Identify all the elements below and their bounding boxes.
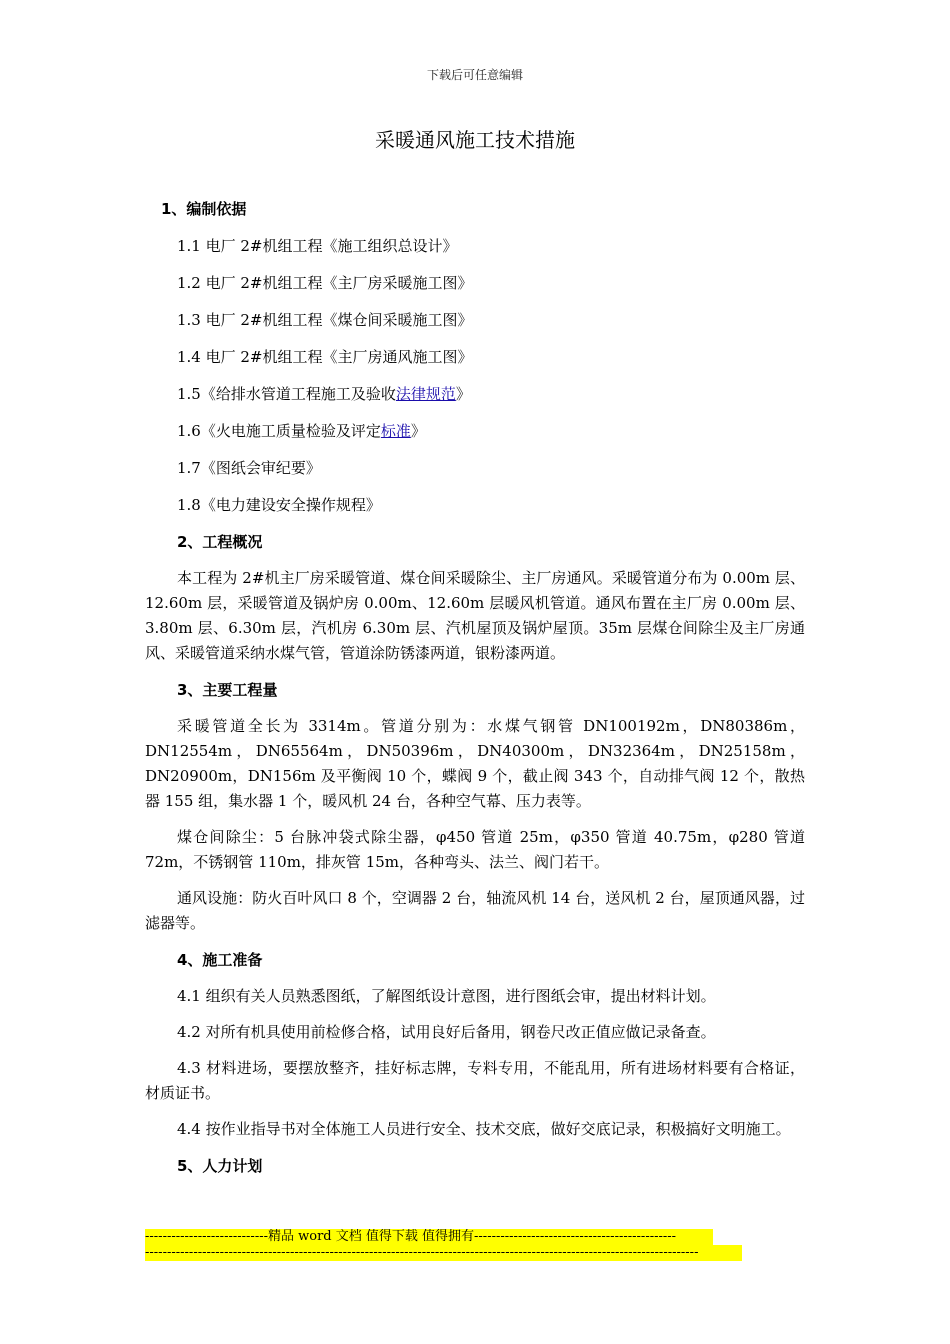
reference-item: 1.1 电厂 2#机组工程《施工组织总设计》 xyxy=(177,237,458,255)
preparation-paragraph: 4.4 按作业指导书对全体施工人员进行安全、技术交底，做好交底记录，积极搞好文明施工。 xyxy=(177,1120,791,1138)
standard-link[interactable]: 标准 xyxy=(380,422,411,440)
reference-item xyxy=(145,418,805,444)
preparation-paragraph: 4.1 组织有关人员熟悉图纸，了解图纸设计意图，进行图纸会审，提出材料计划。 xyxy=(177,987,716,1005)
document-title: 采暖通风施工技术措施 xyxy=(375,128,575,152)
ventilation-paragraph: 通风设施：防火百叶风口 8 个，空调器 2 台，轴流风机 14 台，送风机 2 台，屋顶通风器，过滤器等。 xyxy=(145,889,805,932)
footer-line-2: ------------------------------------------------------------------------------------------------------------------------------ xyxy=(145,1245,742,1261)
document-body xyxy=(145,196,805,1179)
quantity-paragraph: 采暖管道全长为 3314m。管道分别为：水煤气钢管 DN100192m，DN80386m，DN12554m，DN65564m，DN50396m，DN40300m，DN32364m，DN25158m，DN20900m，DN156m 及平衡阀 10 个，蝶阀 9 个，截止阀 343 个，自动排气阀 12 个，散热器 155 组，集水器 1 个，暖风机 24 台，各种空气幕、压力表等。 xyxy=(145,717,805,810)
law-standard-link[interactable]: 法律规范 xyxy=(395,385,456,403)
reference-item-text: 》 xyxy=(410,422,426,440)
preparation-paragraph: 4.2 对所有机具使用前检修合格，试用良好后备用，钢卷尺改正值应做记录备查。 xyxy=(177,1023,716,1041)
reference-item-text: 1.6《火电施工质量检验及评定 xyxy=(177,422,381,440)
reference-item-text: 1.5《给排水管道工程施工及验收 xyxy=(177,385,396,403)
section-5-heading: 5、人力计划 xyxy=(177,1157,263,1175)
section-1-heading: 1、编制依据 xyxy=(161,200,247,218)
footer-banner xyxy=(145,1229,745,1261)
reference-item: 1.2 电厂 2#机组工程《主厂房采暖施工图》 xyxy=(177,274,473,292)
preparation-paragraph: 4.3 材料进场，要摆放整齐，挂好标志牌，专料专用，不能乱用，所有进场材料要有合格证，材质证书。 xyxy=(145,1059,805,1102)
section-4-heading: 4、施工准备 xyxy=(177,951,263,969)
page-header: 下载后可任意编辑 xyxy=(426,68,523,82)
overview-paragraph: 本工程为 2#机主厂房采暖管道、煤仓间采暖除尘、主厂房通风。采暖管道分布为 0.00m 层、12.60m 层，采暖管道及锅炉房 0.00m、12.60m 层暖风机管道。通风布置在主厂房 0.00m 层、3.80m 层、6.30m 层，汽机房 6.30m 层、汽机屋顶及锅炉屋顶。35m 层煤仓间除尘及主厂房通风、采暖管道采纳水煤气管，管道涂防锈漆两道，银粉漆两道。 xyxy=(145,569,805,662)
reference-item xyxy=(145,381,805,407)
dust-removal-paragraph: 煤仓间除尘：5 台脉冲袋式除尘器，φ450 管道 25m，φ350 管道 40.75m，φ280 管道 72m，不锈钢管 110m，排灰管 15m，各种弯头、法兰、阀门若干。 xyxy=(145,828,805,871)
section-2-heading: 2、工程概况 xyxy=(177,533,263,551)
reference-item: 1.8《电力建设安全操作规程》 xyxy=(177,496,381,514)
section-3-heading: 3、主要工程量 xyxy=(177,681,278,699)
reference-item-text: 》 xyxy=(455,385,471,403)
reference-item: 1.4 电厂 2#机组工程《主厂房通风施工图》 xyxy=(177,348,473,366)
reference-item: 1.3 电厂 2#机组工程《煤仓间采暖施工图》 xyxy=(177,311,473,329)
footer-line-1: ----------------------------精品 word 文档 值得下载 值得拥有---------------------------------------------- xyxy=(145,1229,713,1245)
reference-item: 1.7《图纸会审纪要》 xyxy=(177,459,321,477)
